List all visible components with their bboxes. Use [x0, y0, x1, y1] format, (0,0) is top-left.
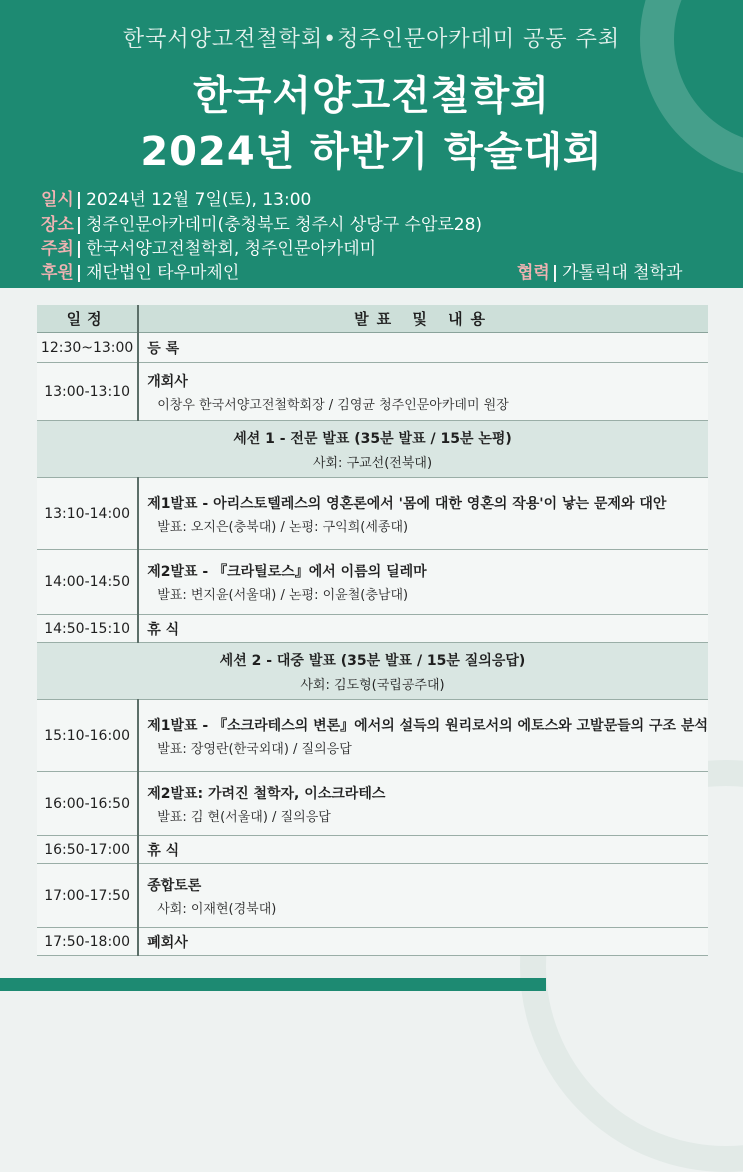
column-header-time: 일정: [37, 305, 138, 333]
event-title-line1: 한국서양고전철학회: [193, 73, 550, 119]
row-detail: 발표: 김 현(서울대) / 질의응답: [157, 809, 331, 825]
row-time: 14:50-15:10: [37, 615, 138, 643]
table-row: [37, 700, 708, 772]
row-title: 폐회사: [147, 934, 188, 951]
row-time: 17:00-17:50: [37, 864, 138, 928]
table-header-row: [37, 305, 708, 333]
row-title: 제1발표 - 『소크라테스의 변론』에서의 설득의 원리로서의 에토스와 고발문들의 구조 분석: [147, 717, 708, 734]
table-row: [37, 836, 708, 864]
row-detail: 발표: 변지윤(서울대) / 논평: 이윤철(충남대): [157, 588, 409, 603]
row-title: 개회사: [147, 373, 188, 390]
event-title-line2: 2024년 하반기 학술대회: [140, 129, 603, 175]
row-title: 휴 식: [147, 842, 180, 859]
info-venue: 장소 | 청주인문아카데미(충청북도 청주시 상당구 수암로28): [41, 215, 483, 235]
row-detail: 발표: 오지은(충북대) / 논평: 구익희(세종대): [157, 519, 409, 535]
row-detail: 이창우 한국서양고전철학회장 / 김영균 청주인문아카데미 원장: [157, 397, 509, 413]
row-time: 16:50-17:00: [37, 836, 138, 864]
table-row: [37, 772, 708, 836]
footer-accent-bar: [0, 978, 546, 991]
session-title: 세션 1 - 전문 발표 (35분 발표 / 15분 논평): [233, 430, 512, 447]
row-time: 16:00-16:50: [37, 772, 138, 836]
table-row: [37, 864, 708, 928]
info-host: 주최 | 한국서양고전철학회, 청주인문아카데미: [41, 239, 377, 259]
session-row: [37, 643, 708, 700]
row-title: 휴 식: [147, 621, 180, 638]
table-row: [37, 333, 708, 363]
row-time: 12:30~13:00: [37, 333, 138, 363]
table-row: [37, 928, 708, 956]
row-time: 14:00-14:50: [37, 550, 138, 615]
info-cooperation: 협력 | 가톨릭대 철학과: [517, 263, 683, 283]
row-time: 13:10-14:00: [37, 478, 138, 550]
table-row: [37, 615, 708, 643]
row-detail: 사회: 이재현(경북대): [157, 901, 277, 917]
row-title: 제2발표: 가려진 철학자, 이소크라테스: [147, 785, 386, 802]
session-title: 세션 2 - 대중 발표 (35분 발표 / 15분 질의응답): [219, 652, 526, 669]
row-time: 17:50-18:00: [37, 928, 138, 956]
session-moderator: 사회: 김도형(국립공주대): [300, 677, 445, 693]
row-title: 제1발표 - 아리스토텔레스의 영혼론에서 '몸에 대한 영혼의 작용'이 낳는 문제와 대안: [147, 495, 667, 512]
table-row: [37, 363, 708, 421]
row-time: 15:10-16:00: [37, 700, 138, 772]
session-row: [37, 421, 708, 478]
organizer-subtitle: 한국서양고전철학회•청주인문아카데미 공동 주최: [122, 27, 621, 52]
schedule-table: [37, 305, 708, 956]
header-banner: [0, 0, 743, 288]
session-moderator: 사회: 구교선(전북대): [312, 455, 433, 471]
column-header-content: 발표 및 내용: [138, 305, 708, 333]
row-detail: 발표: 장영란(한국외대) / 질의응답: [157, 741, 352, 757]
row-title: 등 록: [147, 340, 180, 357]
info-sponsor: 후원 | 재단법인 타우마제인: [41, 263, 240, 283]
row-title: 종합토론: [147, 877, 202, 894]
row-time: 13:00-13:10: [37, 363, 138, 421]
table-row: [37, 550, 708, 615]
table-row: [37, 478, 708, 550]
info-date: 일시 | 2024년 12월 7일(토), 13:00: [41, 190, 312, 210]
row-title: 제2발표 - 『크라틸로스』에서 이름의 딜레마: [147, 564, 427, 580]
